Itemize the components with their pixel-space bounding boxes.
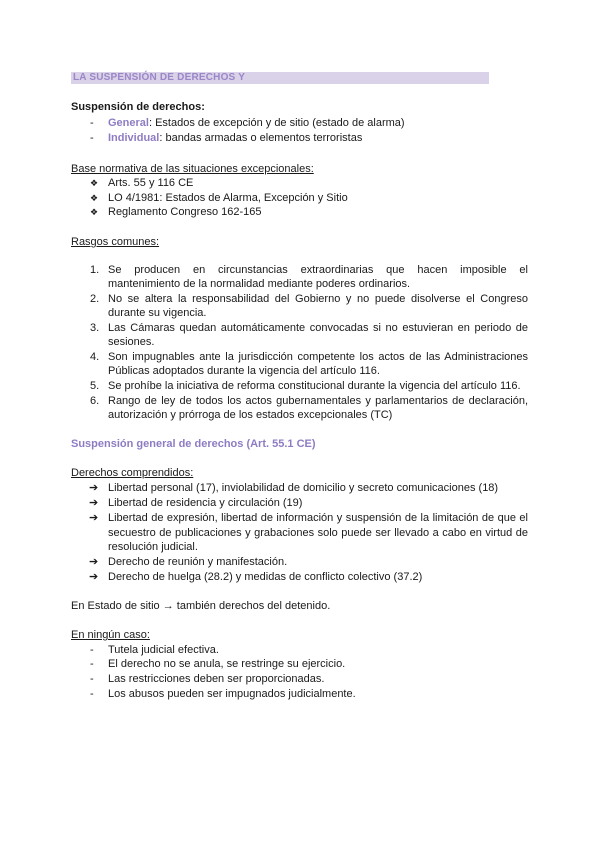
suspension-item-individual: [108, 132, 362, 145]
list-number: 5.: [90, 380, 100, 392]
base-heading: Base normativa de las situaciones excepcionales:: [71, 163, 314, 175]
rasgo-line: Públicas adoptados durante la vigencia del artículo 116.: [108, 365, 380, 377]
rasgo-line: durante su vigencia.: [108, 307, 207, 319]
general-heading: Suspensión general de derechos (Art. 55.1 CE): [71, 438, 316, 450]
rasgo-line: Las Cámaras quedan automáticamente convocadas si no estuvieran en periodo de: [108, 322, 528, 334]
derecho-line: secuestro de publicaciones y grabaciones solo puede ser llevado a cabo en virtud de: [108, 527, 528, 539]
list-number: 3.: [90, 322, 100, 334]
ningun-heading: En ningún caso:: [71, 629, 150, 641]
suspension-item-text: : Estados de excepción y de sitio (estado de alarma): [148, 117, 405, 129]
ningun-item: Tutela judicial efectiva.: [108, 644, 219, 656]
derecho-line: Derecho de reunión y manifestación.: [108, 556, 288, 568]
rasgo-line: Se prohíbe la iniciativa de reforma constitucional durante la vigencia del artículo 116.: [108, 380, 521, 392]
ningun-item: Los abusos pueden ser impugnados judicialmente.: [108, 688, 356, 700]
list-number: 1.: [90, 264, 100, 276]
derecho-line: Libertad de expresión, libertad de información y suspensión de la limitación de que el: [108, 512, 528, 524]
arrow-icon: ➔: [89, 482, 99, 494]
dash-marker: -: [90, 688, 94, 700]
dash-marker: -: [90, 117, 94, 129]
rasgo-line: Rango de ley de todos los actos gubernamentales y parlamentarios de declaración,: [108, 395, 528, 407]
derecho-line: Derecho de huelga (28.2) y medidas de conflicto colectivo (37.2): [108, 571, 423, 583]
ningun-item: Las restricciones deben ser proporcionadas.: [108, 673, 325, 685]
diamond-icon: ❖: [90, 207, 99, 217]
rasgo-line: No se altera la responsabilidad del Gobierno y no puede disolverse el Congreso: [108, 293, 528, 305]
rasgo-line: mantenimiento de la normalidad mediante poderes ordinarios.: [108, 278, 411, 290]
rasgo-line: sesiones.: [108, 336, 155, 348]
dash-marker: -: [90, 673, 94, 685]
list-number: 2.: [90, 293, 100, 305]
comprendidos-heading: Derechos comprendidos:: [71, 467, 194, 479]
suspension-item-text: : bandas armadas o elementos terroristas: [159, 132, 363, 144]
arrow-icon: ➔: [89, 556, 99, 568]
diamond-icon: ❖: [90, 193, 99, 203]
dash-marker: -: [90, 658, 94, 670]
dash-marker: -: [90, 644, 94, 656]
derecho-line: resolución judicial.: [108, 541, 198, 553]
rasgo-line: autorización y prórroga de los estados excepcionales (TC): [108, 409, 393, 421]
rasgos-heading: Rasgos comunes:: [71, 236, 160, 248]
arrow-icon: ➔: [89, 512, 99, 524]
term-individual: Individual: [108, 132, 160, 144]
rasgo-line: Se producen en circunstancias extraordinarias que hacen imposible el: [108, 264, 528, 276]
diamond-icon: ❖: [90, 178, 99, 188]
dash-marker: -: [90, 132, 94, 144]
list-number: 6.: [90, 395, 100, 407]
derecho-line: Libertad de residencia y circulación (19): [108, 497, 303, 509]
term-general: General: [108, 117, 149, 129]
list-number: 4.: [90, 351, 100, 363]
suspension-item-general: [108, 117, 405, 130]
base-item: Reglamento Congreso 162-165: [108, 206, 262, 218]
page-title: LA SUSPENSIÓN DE DERECHOS Y: [73, 72, 246, 83]
suspension-heading: Suspensión de derechos:: [71, 101, 205, 113]
ningun-item: El derecho no se anula, se restringe su ejercicio.: [108, 658, 346, 670]
base-item: LO 4/1981: Estados de Alarma, Excepción y Sitio: [108, 192, 348, 204]
arrow-icon: ➔: [89, 571, 99, 583]
arrow-icon: ➔: [89, 497, 99, 509]
rasgo-line: Son impugnables ante la jurisdicción competente los actos de las Administraciones: [108, 351, 528, 363]
derecho-line: Libertad personal (17), inviolabilidad de domicilio y secreto comunicaciones (18): [108, 482, 499, 494]
estado-sitio-note: En Estado de sitio → también derechos del detenido.: [71, 600, 331, 612]
base-item: Arts. 55 y 116 CE: [108, 177, 194, 189]
